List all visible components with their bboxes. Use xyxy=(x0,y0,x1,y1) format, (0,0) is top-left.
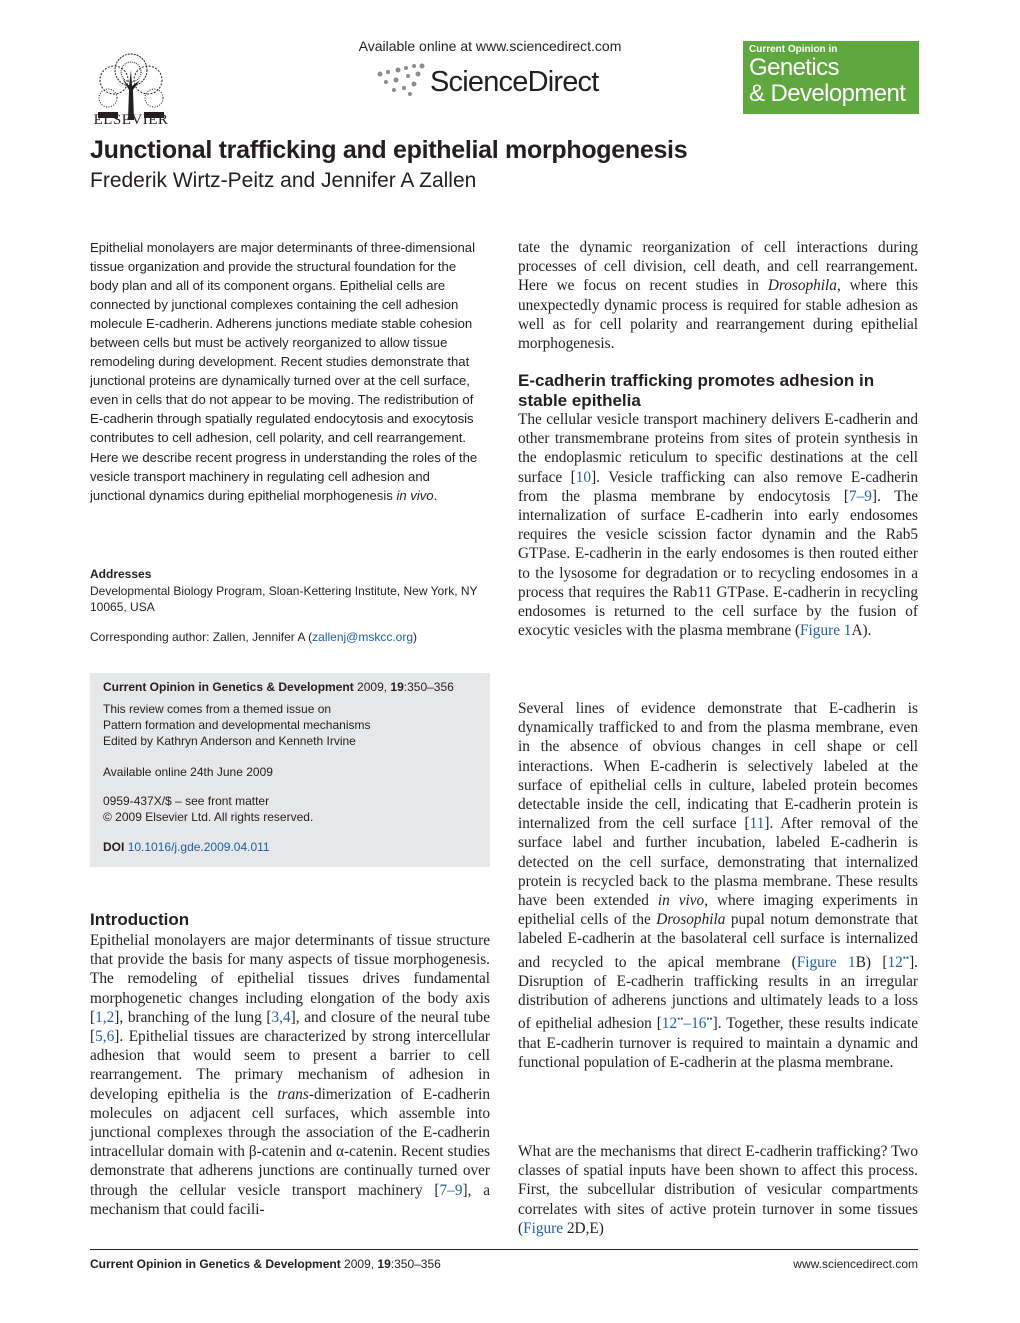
info-journal: Current Opinion in Genetics & Development xyxy=(103,680,354,694)
article-title: Junctional trafficking and epithelial morphogenesis xyxy=(90,136,688,164)
intro-cont-a: tate the dynamic reorganization of cell interactions during processes of cell division, cell death, and cell rearrangement. Here we focus on recent studies in xyxy=(518,239,918,295)
journal-badge xyxy=(743,41,919,114)
intro-text-b: ], branching of the lung [ xyxy=(114,1008,272,1026)
info-available: Available online 24th June 2009 xyxy=(103,765,273,779)
ev-text-f: ]. Disruption of E-cadherin trafficking results in an irregular distribution of adherens junctions and ultimately leads to a loss of epithelial adhesion [ xyxy=(518,953,918,1033)
abstract-end: . xyxy=(433,487,438,503)
ev-text-d: pupal notum demonstrate that labeled E-cadherin at the basolateral cell surface is internalized and recycled to the apical membrane ( xyxy=(518,911,919,971)
info-doi-label: DOI xyxy=(103,840,125,854)
footer-divider xyxy=(90,1249,918,1250)
intro-cont-b: , where this unexpectedly dynamic process is required for stable adhesion as well as for cell polarity and rearrangement during epithelial morphogenesis. xyxy=(518,277,918,353)
ref-12-bullets: •• xyxy=(902,952,910,963)
info-theme-line2: Pattern formation and developmental mechanisms xyxy=(103,718,371,732)
abstract xyxy=(90,238,488,505)
ev-in-vivo: in vivo xyxy=(657,892,705,910)
intro-trans: trans xyxy=(277,1085,309,1103)
mechanisms-paragraph xyxy=(518,1142,918,1238)
figure-2-link[interactable]: Figure xyxy=(523,1219,564,1237)
info-issn: 0959-437X/$ – see front matter xyxy=(103,794,270,808)
ref-1-2-link[interactable]: 1,2 xyxy=(95,1008,115,1026)
ev-text-g: ]. Together, these results indicate that E-cadherin turnover is required to maintain a dynamic and functional population of E-cadherin at the plasma membrane. xyxy=(518,1015,918,1071)
footer-url[interactable]: www.sciencedirect.com xyxy=(793,1257,918,1271)
corresponding-prefix: Corresponding author: Zallen, Jennifer A ( xyxy=(90,630,313,644)
corresponding-suffix: ) xyxy=(413,630,418,644)
mech-text-b: 2D,E) xyxy=(566,1219,604,1237)
ecad-text-d: A). xyxy=(851,622,872,640)
ref-12b-bullets: •• xyxy=(677,1014,684,1025)
ref-11-link[interactable]: 11 xyxy=(749,815,765,833)
addresses-text: Developmental Biology Program, Sloan-Kettering Institute, New York, NY 10065, USA xyxy=(90,584,478,614)
ref-range-dash: – xyxy=(683,1015,692,1033)
info-copyright: © 2009 Elsevier Ltd. All rights reserved. xyxy=(103,810,314,824)
ref-16-link[interactable]: 16 xyxy=(691,1015,707,1033)
ref-16-bullets: •• xyxy=(706,1014,713,1025)
info-year: 2009, xyxy=(357,680,388,694)
info-editors: Edited by Kathryn Anderson and Kenneth Irvine xyxy=(103,734,356,748)
footer-pages: :350–356 xyxy=(390,1257,441,1271)
available-online-note: Available online at www.sciencedirect.com xyxy=(358,38,622,54)
ev-drosophila: Drosophila xyxy=(656,911,726,929)
ev-text-e: B) [ xyxy=(855,953,888,971)
figure-1b-link[interactable]: Figure 1 xyxy=(796,953,856,971)
ref-5-6-link[interactable]: 5,6 xyxy=(95,1028,115,1046)
footer-citation xyxy=(90,1257,441,1271)
introduction-heading: Introduction xyxy=(90,910,190,929)
ecad-text-c: ]. The internalization of surface E-cadherin into early endosomes requires the vesicle scission factor dynamin and the Rab5 GTPase. E-cadherin in the early endosomes is then routed either to the lysosome for degradation or to recycling endosomes in a process that requires the Rab11 GTPase. E-cadherin in recycling endosomes is returned to the cell surface by the fusion of exocytic vesicles with the plasma membrane ( xyxy=(518,487,919,640)
info-volume: 19 xyxy=(390,680,404,694)
sciencedirect-logo-text: ScienceDirect xyxy=(430,66,599,98)
abstract-text: Epithelial monolayers are major determinants of three-dimensional tissue organization and provide the structural foundation for the body plan and all of its component organs. Epithelial cells are connected by junctional complexes containing the cell adhesion molecule E-cadherin. Adherens junctions mediate stable cohesion between cells but must be actively reorganized to allow tissue remodeling during development. Recent studies demonstrate that junctional proteins are dynamically turned over at the cell surface, even in cells that do not appear to be moving. The redistribution of E-cadherin through spatially regulated endocytosis and exocytosis contributes to cell adhesion, cell polarity, and cell rearrangement. Here we describe recent progress in understanding the roles of the vesicle transport machinery in regulating cell adhesion and junctional dynamics during epithelial morphogenesis xyxy=(90,240,478,503)
ref-12-link[interactable]: 12 xyxy=(887,953,903,971)
journal-badge-line1: Genetics xyxy=(749,54,839,81)
info-theme-line1: This review comes from a themed issue on xyxy=(103,702,332,716)
footer-volume: 19 xyxy=(377,1257,391,1271)
intro-text-e: -dimerization of E-cadherin molecules on adjacent cell surfaces, which assemble into junctional complexes through the association of the E-cadherin intracellular domain with β-catenin and α-catenin. Recent studies demonstrate that adherens junctions are continually turned over through the cellular vesicle transport machinery [ xyxy=(90,1085,491,1199)
intro-text-d: ]. Epithelial tissues are characterized by strong intercellular adhesion that would seem to present a barrier to cell rearrangement. The primary mechanism of adhesion in developing epithelia is the xyxy=(90,1028,490,1103)
ev-text-c: , where imaging experiments in epithelial cells of the xyxy=(518,892,919,929)
journal-badge-small: Current Opinion in xyxy=(749,44,838,55)
ecadherin-section-heading: E-cadherin trafficking promotes adhesion in stable epithelia xyxy=(518,371,875,410)
ev-text-b: ]. After removal of the surface label and further incubation, labeled E-cadherin is detected on the cell surface, demonstrating that internalized protein is recycled back to the plasma membrane. These results have been extended xyxy=(518,815,918,910)
publisher-name: ELSEVIER xyxy=(93,112,169,128)
ref-10-link[interactable]: 10 xyxy=(575,468,592,486)
intro-continued xyxy=(518,238,918,353)
abstract-in-vivo: in vivo xyxy=(396,487,434,503)
sciencedirect-dots-icon xyxy=(374,62,428,98)
ref-7-9-link[interactable]: 7–9 xyxy=(439,1181,463,1199)
info-doi-link[interactable]: 10.1016/j.gde.2009.04.011 xyxy=(127,840,270,854)
ev-text-a: Several lines of evidence demonstrate that E-cadherin is dynamically trafficked to and from the plasma membrane, even in the absence of obvious changes in cell shape or cell interactions. When E-cadherin is selectively labeled at the surface of epithelial cells in culture, labeled protein becomes detectable inside the cell, indicating that E-cadherin protein is internalized from the cell surface [ xyxy=(518,700,918,833)
addresses-heading: Addresses xyxy=(90,567,152,581)
footer-year: 2009, xyxy=(344,1257,375,1271)
ecad-text-a: The cellular vesicle transport machinery delivers E-cadherin and other transmembrane proteins from sites of protein synthesis in the endoplasmic reticulum to specific destinations at the cell surface [ xyxy=(518,411,918,486)
journal-badge-line2: & Development xyxy=(749,80,906,107)
footer-journal: Current Opinion in Genetics & Development xyxy=(90,1257,341,1271)
introduction-text xyxy=(90,931,490,1219)
intro-text-f: ], a mechanism that could facili- xyxy=(90,1181,490,1218)
ref-3-4-link[interactable]: 3,4 xyxy=(271,1008,291,1026)
ref-12b-link[interactable]: 12 xyxy=(661,1015,678,1033)
article-info-box xyxy=(90,673,490,867)
ref-7-9b-link[interactable]: 7–9 xyxy=(848,487,872,505)
ecadherin-section-text xyxy=(518,410,918,640)
figure-1a-link[interactable]: Figure 1 xyxy=(800,622,852,640)
intro-text-c: ], and closure of the neural tube [ xyxy=(90,1008,490,1046)
evidence-paragraph xyxy=(518,699,918,1072)
corresponding-author xyxy=(90,630,417,644)
intro-cont-drosophila: Drosophila xyxy=(767,277,837,295)
ecad-text-b: ]. Vesicle trafficking can also remove E-cadherin from the plasma membrane by endocytosis [ xyxy=(518,468,919,505)
mech-text-a: What are the mechanisms that direct E-cadherin trafficking? Two classes of spatial inputs have been shown to affect this process. First, the subcellular distribution of vesicular compartments correlates with sites of active protein turnover in some tissues ( xyxy=(518,1143,918,1237)
info-pages: :350–356 xyxy=(403,680,454,694)
corresponding-email-link[interactable]: zallenj@mskcc.org xyxy=(312,630,414,644)
intro-text-a: Epithelial monolayers are major determinants of tissue structure that provide the basis for many aspects of tissue morphogenesis. The remodeling of epithelial tissues drives fundamental morphogenetic changes including elongation of the body axis [ xyxy=(90,932,490,1026)
article-authors: Frederik Wirtz-Peitz and Jennifer A Zallen xyxy=(90,169,477,192)
